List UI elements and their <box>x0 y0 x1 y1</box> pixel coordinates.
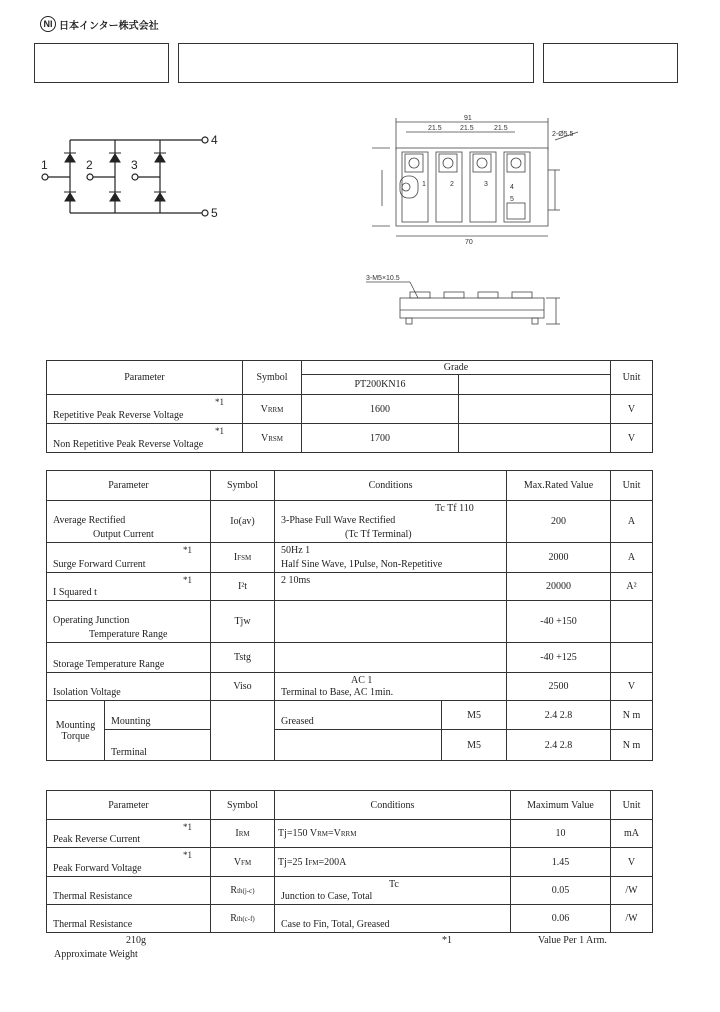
cond: Case to Fin, Total, Greased <box>281 919 390 930</box>
cond-sub: FM <box>308 858 319 867</box>
unit: /W <box>611 877 653 905</box>
terminal-3-label: 3 <box>131 158 138 172</box>
company-logo <box>40 16 159 32</box>
cond-line-2: Terminal to Base, AC 1min. <box>281 687 394 698</box>
screw-1: M5 <box>442 701 507 730</box>
grade-header-symbol: Symbol <box>243 361 302 395</box>
param-name: I Squared t <box>53 587 97 598</box>
symbol: V <box>233 856 242 868</box>
symbol: I <box>235 828 239 839</box>
unit: V <box>611 673 653 701</box>
cond: Junction to Case, Total <box>281 891 373 902</box>
unit: /W <box>611 905 653 933</box>
footnote-star: *1 <box>183 545 193 555</box>
unit: mA <box>611 820 653 848</box>
footnote-star: *1 <box>215 397 224 407</box>
cond-line-1: AC 1 <box>351 675 373 686</box>
symbol-sub: th(j-c) <box>237 887 255 895</box>
cond-tail: =V <box>327 828 341 839</box>
param-name: Thermal Resistance <box>53 919 133 930</box>
table-row <box>47 848 653 877</box>
dim-mount-pitch: 70 <box>465 239 473 246</box>
table-row <box>47 395 653 424</box>
value: 1600 <box>370 403 390 415</box>
cond-sub-2: RRM <box>340 830 357 838</box>
symbol-sub: FM <box>241 858 252 867</box>
param-name: Repetitive Peak Reverse Voltage <box>53 410 184 421</box>
header-box-right <box>543 43 678 83</box>
grade-header-grade: Grade <box>302 361 611 375</box>
weight-value: 210g <box>126 935 146 946</box>
table-row <box>47 673 653 701</box>
unit: A <box>611 501 653 543</box>
footnote-star: *1 <box>215 426 224 436</box>
param-name: Surge Forward Current <box>53 559 146 570</box>
symbol-sub: RSM <box>268 434 284 443</box>
cond-line-1: Tc Tf 110 <box>435 503 474 514</box>
unit <box>611 601 653 643</box>
mounting-sub-1: Mounting <box>111 716 151 727</box>
param-name: Peak Forward Voltage <box>53 863 142 874</box>
footnote-star: *1 <box>183 822 192 832</box>
dim-pitch-1: 21.5 <box>428 125 442 132</box>
param-line-2: Output Current <box>93 529 154 540</box>
param-line-2: Temperature Range <box>89 629 168 640</box>
param-name: Peak Reverse Current <box>53 834 141 845</box>
terminal-2-label: 2 <box>86 158 93 172</box>
table-row <box>47 501 653 543</box>
dim-screw-spec: 3-M5×10.5 <box>366 275 400 282</box>
table-row <box>47 905 653 933</box>
table-row <box>47 877 653 905</box>
company-name: 日本インター株式会社 <box>59 20 159 32</box>
outline-drawing-side <box>360 270 580 332</box>
dim-total-width: 91 <box>464 115 472 122</box>
value: 10 <box>511 820 611 848</box>
value: 2.4 2.8 <box>507 730 611 761</box>
cond-line-3: (Tc Tf Terminal) <box>345 529 412 540</box>
unit: A² <box>611 573 653 601</box>
mounting-cond-1: Greased <box>281 716 314 727</box>
value: 200 <box>507 501 611 543</box>
value: 20000 <box>507 573 611 601</box>
symbol: R <box>230 913 237 924</box>
mounting-sub-2: Terminal <box>111 747 147 758</box>
symbol: I <box>233 552 238 563</box>
value: 2.4 2.8 <box>507 701 611 730</box>
terminal-4-label: 4 <box>211 133 218 147</box>
unit: N m <box>611 701 653 730</box>
symbol: Tjw <box>211 601 275 643</box>
cond-line-2: Half Sine Wave, 1Pulse, Non-Repetitive <box>281 559 443 570</box>
cond-top: Tc <box>389 879 399 890</box>
param-line-1: Average Rectified <box>53 515 126 526</box>
footnote-star: *1 <box>183 575 193 585</box>
terminal-5-label: 5 <box>211 206 218 220</box>
grade-table <box>46 360 653 453</box>
value: 1700 <box>370 432 390 444</box>
weight-label: Approximate Weight <box>54 949 138 960</box>
header-box-left <box>34 43 169 83</box>
circuit-diagram <box>30 125 230 225</box>
table-row <box>47 424 653 453</box>
dim-pitch-2: 21.5 <box>460 125 474 132</box>
table-row <box>47 543 653 573</box>
unit: V <box>611 848 653 877</box>
terminal-1-label: 1 <box>41 158 48 172</box>
dim-mount-hole: 2-Ø5.5 <box>552 131 574 138</box>
outline-drawing-top <box>360 110 580 250</box>
cond-tail: =200A <box>318 856 347 868</box>
pin-4-label: 4 <box>510 184 514 191</box>
table-row <box>47 643 653 673</box>
mounting-label-2: Torque <box>61 730 90 742</box>
char-header-unit: Unit <box>611 791 653 820</box>
unit: N m <box>611 730 653 761</box>
symbol-sub: RRM <box>267 405 284 414</box>
ratings-header-conditions: Conditions <box>275 471 507 501</box>
cond: Tj=150 V <box>278 828 318 839</box>
footnote-mark: *1 <box>442 935 452 946</box>
pin-5-label: 5 <box>510 196 514 203</box>
value: -40 +125 <box>507 643 611 673</box>
footnote-text: Value Per 1 Arm. <box>538 935 607 946</box>
param-name: Storage Temperature Range <box>53 659 165 670</box>
symbol: I²t <box>211 573 275 601</box>
grade-header-model: PT200KN16 <box>302 375 459 395</box>
ratings-header-max: Max.Rated Value <box>507 471 611 501</box>
pin-2-label: 2 <box>450 181 454 188</box>
table-row <box>47 730 653 761</box>
symbol: Tstg <box>211 643 275 673</box>
cond-line-1: 2 10ms <box>281 575 311 586</box>
grade-header-parameter: Parameter <box>47 361 243 395</box>
table-row <box>47 601 653 643</box>
unit: A <box>611 543 653 573</box>
grade-header-empty <box>459 375 611 395</box>
screw-2: M5 <box>442 730 507 761</box>
symbol: V <box>260 432 269 444</box>
value: -40 +150 <box>507 601 611 643</box>
logo-mark: NI <box>40 16 56 32</box>
cond-sub: RM <box>317 830 328 838</box>
char-header-max: Maximum Value <box>511 791 611 820</box>
unit: V <box>611 395 653 424</box>
cond: Tj=25 I <box>278 856 309 868</box>
symbol-sub: FSM <box>237 554 252 562</box>
value: 2000 <box>507 543 611 573</box>
grade-header-unit: Unit <box>611 361 653 395</box>
symbol-sub: th(c-f) <box>236 915 255 923</box>
value: 0.06 <box>511 905 611 933</box>
table-row <box>47 701 653 730</box>
value: 0.05 <box>511 877 611 905</box>
char-header-parameter: Parameter <box>47 791 211 820</box>
char-header-conditions: Conditions <box>275 791 511 820</box>
unit: V <box>611 424 653 453</box>
symbol-sub: RM <box>238 830 250 838</box>
dim-pitch-3: 21.5 <box>494 125 508 132</box>
header-box-center <box>178 43 534 83</box>
table-row <box>47 573 653 601</box>
symbol: V <box>260 403 268 415</box>
table-row <box>47 820 653 848</box>
mounting-label-1: Mounting <box>55 719 96 731</box>
value: 1.45 <box>511 848 611 877</box>
ratings-header-unit: Unit <box>611 471 653 501</box>
symbol: Viso <box>211 673 275 701</box>
value: 2500 <box>507 673 611 701</box>
symbol: R <box>230 885 238 896</box>
cond-line-1: 50Hz 1 <box>281 545 311 556</box>
footnote-star: *1 <box>183 850 192 860</box>
cond-line-2: 3-Phase Full Wave Rectified <box>281 515 396 526</box>
param-name: Isolation Voltage <box>53 687 121 698</box>
characteristics-table <box>46 790 653 933</box>
unit <box>611 643 653 673</box>
symbol: Io(av) <box>211 501 275 543</box>
char-header-symbol: Symbol <box>211 791 275 820</box>
ratings-header-parameter: Parameter <box>47 471 211 501</box>
param-name: Thermal Resistance <box>53 891 133 902</box>
param-name: Non Repetitive Peak Reverse Voltage <box>53 439 204 450</box>
pin-3-label: 3 <box>484 181 488 188</box>
param-line-1: Operating Junction <box>53 615 130 626</box>
ratings-header-symbol: Symbol <box>211 471 275 501</box>
ratings-table <box>46 470 653 761</box>
pin-1-label: 1 <box>422 181 426 188</box>
